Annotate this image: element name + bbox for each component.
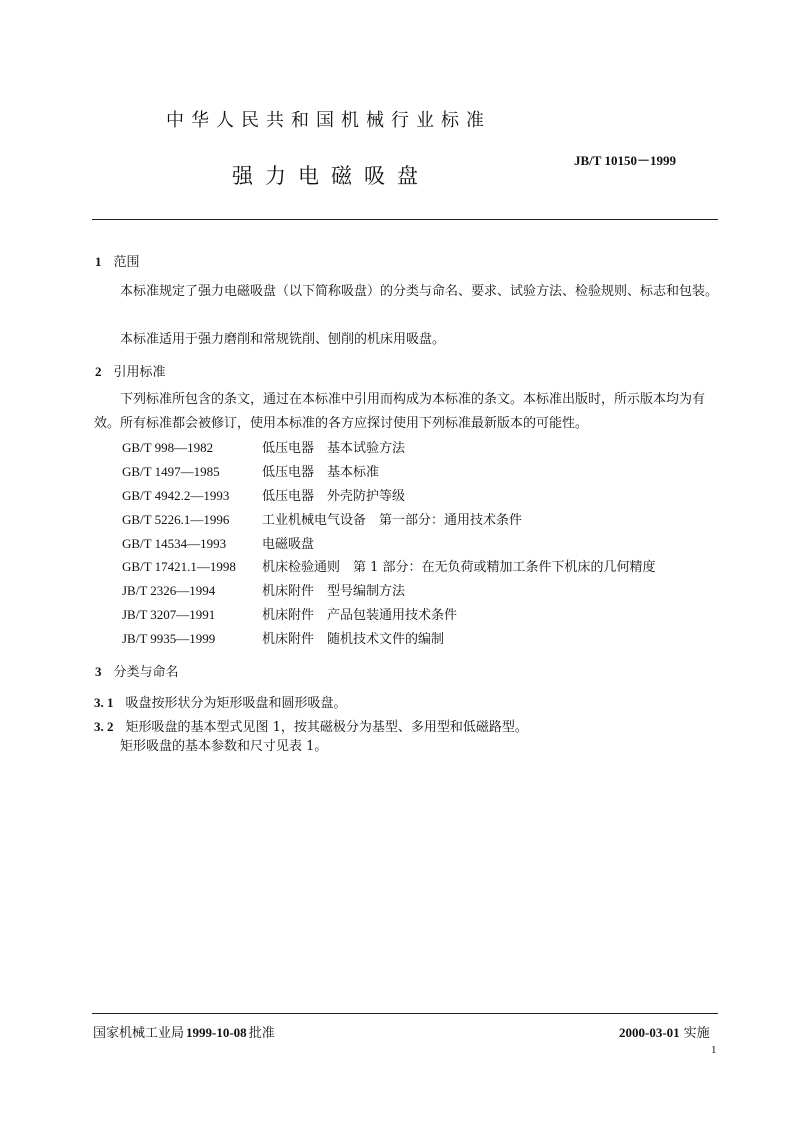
reference-code: GB/T 998—1982 (122, 440, 214, 455)
clause-3-1 (94, 692, 347, 711)
reference-code: GB/T 4942.2—1993 (122, 488, 230, 503)
reference-code: JB/T 2326—1994 (122, 583, 216, 598)
reference-item (122, 461, 379, 483)
section-3-number: 3 (95, 664, 102, 679)
reference-title: 机床附件 产品包装通用技术条件 (262, 608, 458, 623)
reference-item (122, 533, 314, 555)
standard-series-title: 中华人民共和国机械行业标准 (166, 110, 491, 131)
footer-divider (92, 1013, 718, 1014)
clause-3-2-text: 矩形吸盘的基本型式见图 1，按其磁极分为基型、多用型和低磁路型。 (125, 720, 528, 735)
section-3-title: 分类与命名 (113, 665, 179, 680)
reference-title: 低压电器 基本标准 (262, 465, 380, 480)
issuer-name: 国家机械工业局 (93, 1026, 185, 1041)
issue-date: 1999-10-08 (186, 1025, 247, 1040)
reference-item (122, 580, 405, 602)
section-1-paragraph-2: 本标准适用于强力磨削和常规铣削、刨削的机床用吸盘。 (120, 332, 446, 347)
reference-title: 机床附件 随机技术文件的编制 (262, 632, 445, 647)
section-2-number: 2 (95, 364, 102, 379)
section-1-number: 1 (95, 254, 102, 269)
page-number: 1 (711, 1044, 717, 1056)
document-title: 强力电磁吸盘 (232, 164, 430, 188)
reference-item (122, 485, 405, 507)
clause-3-2-number: 3. 2 (94, 719, 114, 734)
reference-code: GB/T 14534—1993 (122, 536, 227, 551)
clause-3-2 (94, 716, 528, 735)
reference-code: GB/T 5226.1—1996 (122, 512, 230, 527)
reference-title: 电磁吸盘 (262, 537, 315, 552)
reference-item (122, 628, 444, 650)
reference-item (122, 509, 522, 531)
section-2-paragraph-1: 下列标准所包含的条文，通过在本标准中引用而构成为本标准的条文。本标准出版时，所示版本均为有效。所有标准都会被修订，使用本标准的各方应探讨使用下列标准最新版本的可能性。 (94, 392, 706, 431)
reference-item (122, 556, 656, 578)
reference-code: GB/T 1497—1985 (122, 464, 220, 479)
clause-3-1-number: 3. 1 (94, 695, 114, 710)
section-3-heading (95, 661, 179, 680)
section-2-heading (95, 361, 166, 380)
reference-code: JB/T 3207—1991 (122, 607, 216, 622)
reference-title: 低压电器 基本试验方法 (262, 441, 406, 456)
reference-title: 工业机械电气设备 第一部分：通用技术条件 (262, 513, 523, 528)
section-1-paragraph-1: 本标准规定了强力电磁吸盘（以下简称吸盘）的分类与命名、要求、试验方法、检验规则、标志和包装。 (120, 284, 719, 299)
reference-item (122, 437, 405, 459)
reference-item (122, 604, 457, 626)
document-code: JB/T 10150－1999 (574, 153, 676, 168)
section-1-title: 范围 (113, 255, 140, 270)
clause-3-2-paragraph-2: 矩形吸盘的基本参数和尺寸见表 1。 (120, 739, 328, 754)
reference-title: 机床附件 型号编制方法 (262, 584, 406, 599)
reference-title: 低压电器 外壳防护等级 (262, 489, 406, 504)
reference-code: JB/T 9935—1999 (122, 631, 216, 646)
effective-word: 实施 (683, 1026, 710, 1041)
clause-3-1-text: 吸盘按形状分为矩形吸盘和圆形吸盘。 (125, 696, 347, 711)
reference-code: GB/T 17421.1—1998 (122, 559, 236, 574)
section-2-title: 引用标准 (113, 365, 166, 380)
issue-statement (93, 1022, 275, 1041)
effective-statement (619, 1022, 710, 1041)
effective-date: 2000-03-01 (619, 1025, 680, 1040)
header-divider (92, 219, 718, 220)
reference-title: 机床检验通则 第 1 部分：在无负荷或精加工条件下机床的几何精度 (262, 560, 656, 575)
section-1-heading (95, 251, 140, 270)
issue-word: 批准 (248, 1026, 275, 1041)
